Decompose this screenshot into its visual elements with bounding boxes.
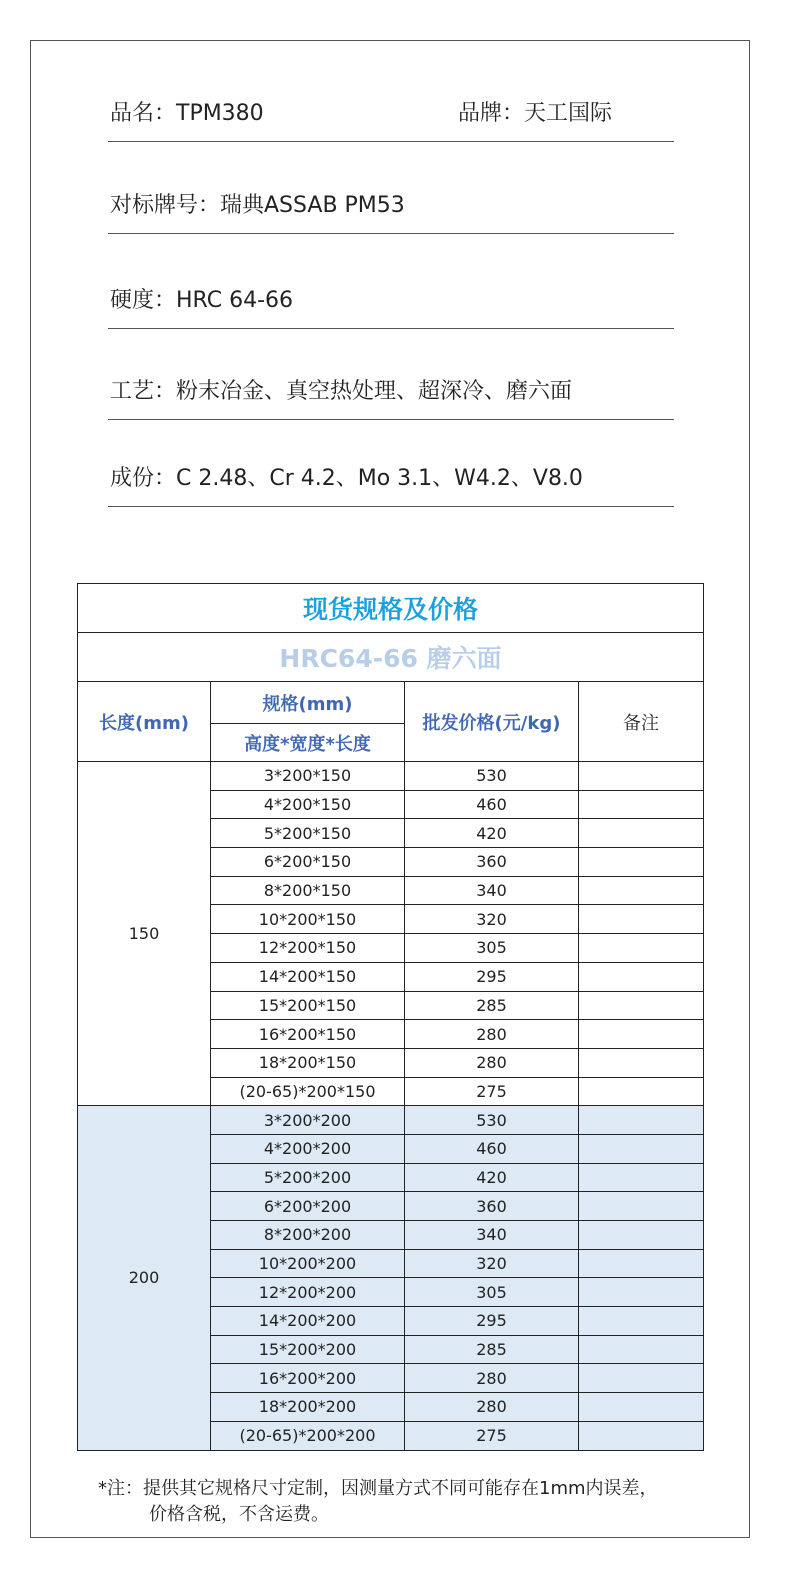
remark-cell bbox=[579, 1077, 704, 1106]
table-row bbox=[78, 762, 704, 791]
price-cell: 530 bbox=[405, 1106, 579, 1135]
header-spec: 规格(mm) bbox=[211, 682, 405, 724]
price-cell: 420 bbox=[405, 819, 579, 848]
price-cell: 280 bbox=[405, 1393, 579, 1422]
price-cell: 340 bbox=[405, 1221, 579, 1250]
price-cell: 460 bbox=[405, 790, 579, 819]
spec-cell: 8*200*150 bbox=[211, 876, 405, 905]
price-cell: 280 bbox=[405, 1364, 579, 1393]
price-table bbox=[77, 583, 704, 1451]
remark-cell bbox=[579, 1421, 704, 1450]
remark-cell bbox=[579, 905, 704, 934]
spec-cell: 12*200*200 bbox=[211, 1278, 405, 1307]
remark-cell bbox=[579, 1249, 704, 1278]
header-remark: 备注 bbox=[579, 682, 704, 762]
info-row-benchmark bbox=[108, 150, 674, 234]
footnote-line-1: *注：提供其它规格尺寸定制，因测量方式不同可能存在1mm内误差， bbox=[98, 1478, 658, 1499]
spec-cell: 6*200*150 bbox=[211, 848, 405, 877]
info-row-process bbox=[108, 338, 674, 420]
remark-cell bbox=[579, 1278, 704, 1307]
hardness: 硬度：HRC 64-66 bbox=[110, 288, 294, 313]
spec-cell: 16*200*150 bbox=[211, 1020, 405, 1049]
footnote-line-2: 价格含税，不含运费。 bbox=[149, 1504, 329, 1525]
process: 工艺：粉末冶金、真空热处理、超深冷、磨六面 bbox=[110, 379, 573, 404]
spec-cell: 14*200*200 bbox=[211, 1307, 405, 1336]
info-row-name-brand bbox=[108, 60, 674, 142]
price-cell: 530 bbox=[405, 762, 579, 791]
price-cell: 295 bbox=[405, 1307, 579, 1336]
spec-cell: 4*200*150 bbox=[211, 790, 405, 819]
price-cell: 305 bbox=[405, 934, 579, 963]
spec-cell: 18*200*200 bbox=[211, 1393, 405, 1422]
price-cell: 360 bbox=[405, 848, 579, 877]
composition: 成份：C 2.48、Cr 4.2、Mo 3.1、W4.2、V8.0 bbox=[110, 466, 583, 491]
remark-cell bbox=[579, 1020, 704, 1049]
spec-cell: 16*200*200 bbox=[211, 1364, 405, 1393]
spec-cell: 8*200*200 bbox=[211, 1221, 405, 1250]
remark-cell bbox=[579, 962, 704, 991]
remark-cell bbox=[579, 1134, 704, 1163]
remark-cell bbox=[579, 819, 704, 848]
spec-cell: 5*200*150 bbox=[211, 819, 405, 848]
spec-cell: 15*200*200 bbox=[211, 1335, 405, 1364]
spec-cell: 6*200*200 bbox=[211, 1192, 405, 1221]
spec-cell: (20-65)*200*150 bbox=[211, 1077, 405, 1106]
length-cell: 150 bbox=[78, 762, 211, 1106]
table-title: 现货规格及价格 bbox=[78, 584, 704, 633]
info-row-composition bbox=[108, 424, 674, 507]
spec-cell: 5*200*200 bbox=[211, 1163, 405, 1192]
price-cell: 285 bbox=[405, 991, 579, 1020]
spec-cell: 10*200*150 bbox=[211, 905, 405, 934]
spec-cell: 3*200*150 bbox=[211, 762, 405, 791]
remark-cell bbox=[579, 790, 704, 819]
table-subtitle: HRC64-66 磨六面 bbox=[78, 633, 704, 682]
price-cell: 275 bbox=[405, 1077, 579, 1106]
footnote bbox=[98, 1476, 658, 1528]
spec-cell: 18*200*150 bbox=[211, 1048, 405, 1077]
spec-cell: 15*200*150 bbox=[211, 991, 405, 1020]
price-cell: 275 bbox=[405, 1421, 579, 1450]
price-cell: 305 bbox=[405, 1278, 579, 1307]
spec-cell: 4*200*200 bbox=[211, 1134, 405, 1163]
remark-cell bbox=[579, 1192, 704, 1221]
remark-cell bbox=[579, 1048, 704, 1077]
remark-cell bbox=[579, 934, 704, 963]
price-cell: 280 bbox=[405, 1048, 579, 1077]
spec-cell: 10*200*200 bbox=[211, 1249, 405, 1278]
price-cell: 280 bbox=[405, 1020, 579, 1049]
remark-cell bbox=[579, 1364, 704, 1393]
remark-cell bbox=[579, 848, 704, 877]
remark-cell bbox=[579, 762, 704, 791]
price-cell: 320 bbox=[405, 905, 579, 934]
spec-cell: (20-65)*200*200 bbox=[211, 1421, 405, 1450]
price-cell: 285 bbox=[405, 1335, 579, 1364]
remark-cell bbox=[579, 1106, 704, 1135]
price-cell: 420 bbox=[405, 1163, 579, 1192]
remark-cell bbox=[579, 876, 704, 905]
length-cell: 200 bbox=[78, 1106, 211, 1450]
price-cell: 295 bbox=[405, 962, 579, 991]
price-cell: 320 bbox=[405, 1249, 579, 1278]
price-cell: 460 bbox=[405, 1134, 579, 1163]
header-price: 批发价格(元/kg) bbox=[405, 682, 579, 762]
price-cell: 360 bbox=[405, 1192, 579, 1221]
spec-cell: 3*200*200 bbox=[211, 1106, 405, 1135]
remark-cell bbox=[579, 1221, 704, 1250]
remark-cell bbox=[579, 1393, 704, 1422]
spec-cell: 14*200*150 bbox=[211, 962, 405, 991]
spec-cell: 12*200*150 bbox=[211, 934, 405, 963]
table-row bbox=[78, 1106, 704, 1135]
remark-cell bbox=[579, 991, 704, 1020]
header-length: 长度(mm) bbox=[78, 682, 211, 762]
remark-cell bbox=[579, 1163, 704, 1192]
price-cell: 340 bbox=[405, 876, 579, 905]
header-spec-sub: 高度*宽度*长度 bbox=[211, 724, 405, 762]
remark-cell bbox=[579, 1307, 704, 1336]
remark-cell bbox=[579, 1335, 704, 1364]
info-row-hardness bbox=[108, 245, 674, 329]
benchmark-grade: 对标牌号：瑞典ASSAB PM53 bbox=[110, 193, 405, 218]
product-name: 品名：TPM380 bbox=[110, 101, 264, 126]
product-brand: 品牌：天工国际 bbox=[458, 101, 613, 126]
